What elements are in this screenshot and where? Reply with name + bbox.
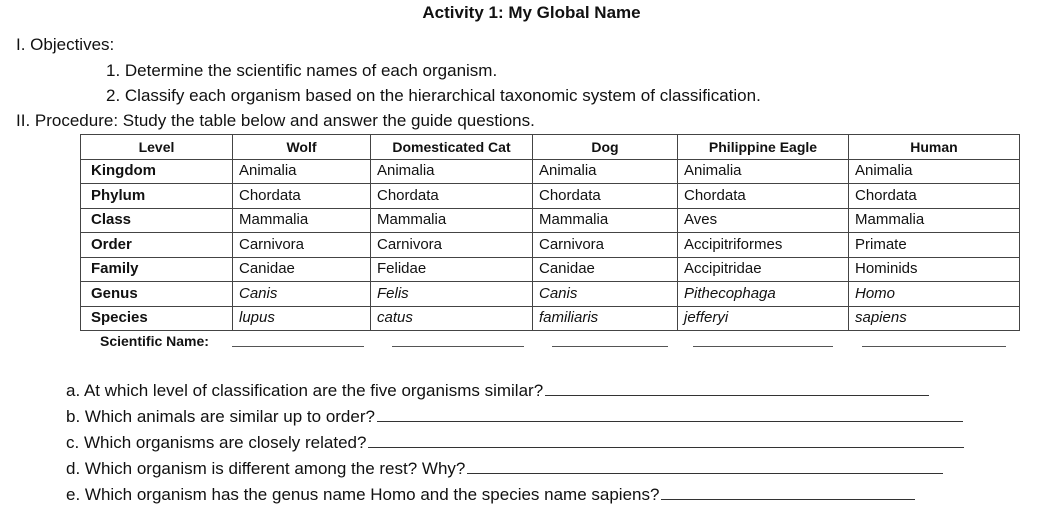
level-cell: Species [81, 306, 233, 331]
table-cell: Carnivora [533, 233, 678, 258]
question-c-text: c. Which organisms are closely related? [66, 433, 367, 452]
table-cell: Mammalia [849, 208, 1020, 233]
table-row [81, 257, 1020, 282]
objective-item-2: 2. Classify each organism based on the hierarchical taxonomic system of classification. [106, 86, 761, 105]
table-cell: Hominids [849, 257, 1020, 282]
table-row [81, 159, 1020, 184]
table-cell: Animalia [533, 159, 678, 184]
table-cell: Mammalia [233, 208, 371, 233]
taxonomy-table [80, 134, 1020, 331]
table-row [81, 184, 1020, 209]
question-d-text: d. Which organism is different among the rest? Why? [66, 459, 466, 478]
table-row [81, 233, 1020, 258]
header-philippine-eagle: Philippine Eagle [678, 135, 849, 160]
table-cell: Homo [849, 282, 1020, 307]
table-cell: Mammalia [371, 208, 533, 233]
answer-blank-c[interactable] [368, 433, 964, 448]
level-cell: Class [81, 208, 233, 233]
question-c [66, 433, 964, 453]
table-cell: lupus [233, 306, 371, 331]
table-cell: Carnivora [233, 233, 371, 258]
table-row [81, 208, 1020, 233]
table-cell: catus [371, 306, 533, 331]
table-cell: Chordata [849, 184, 1020, 209]
procedure-text: II. Procedure: Study the table below and answer the guide questions. [16, 111, 535, 130]
table-cell: Canidae [233, 257, 371, 282]
table-cell: Animalia [678, 159, 849, 184]
table-cell: Felis [371, 282, 533, 307]
scientific-name-blank-wolf[interactable] [232, 346, 364, 347]
question-b [66, 407, 963, 427]
table-cell: sapiens [849, 306, 1020, 331]
question-a-text: a. At which level of classification are the five organisms similar? [66, 381, 544, 400]
header-human: Human [849, 135, 1020, 160]
table-cell: Canis [533, 282, 678, 307]
header-wolf: Wolf [233, 135, 371, 160]
table-cell: Animalia [233, 159, 371, 184]
scientific-name-label: Scientific Name: [100, 333, 209, 349]
level-cell: Family [81, 257, 233, 282]
table-cell: Primate [849, 233, 1020, 258]
table-cell: Carnivora [371, 233, 533, 258]
table-cell: Chordata [678, 184, 849, 209]
answer-blank-e[interactable] [661, 485, 915, 500]
activity-title: Activity 1: My Global Name [422, 3, 641, 22]
table-cell: Canis [233, 282, 371, 307]
question-a [66, 381, 929, 401]
table-row [81, 306, 1020, 331]
table-cell: Chordata [233, 184, 371, 209]
scientific-name-blank-dog[interactable] [552, 346, 668, 347]
table-cell: Chordata [533, 184, 678, 209]
table-cell: Mammalia [533, 208, 678, 233]
question-b-text: b. Which animals are similar up to order? [66, 407, 375, 426]
table-cell: Chordata [371, 184, 533, 209]
table-cell: Felidae [371, 257, 533, 282]
scientific-name-blank-cat[interactable] [392, 346, 524, 347]
objectives-heading: I. Objectives: [16, 35, 115, 54]
header-dog: Dog [533, 135, 678, 160]
table-cell: Animalia [371, 159, 533, 184]
scientific-name-blank-human[interactable] [862, 346, 1006, 347]
level-cell: Phylum [81, 184, 233, 209]
question-d [66, 459, 943, 479]
table-cell: Animalia [849, 159, 1020, 184]
header-level: Level [81, 135, 233, 160]
table-cell: familiaris [533, 306, 678, 331]
answer-blank-a[interactable] [545, 381, 929, 396]
table-header-row [81, 135, 1020, 160]
objective-item-1: 1. Determine the scientific names of each organism. [106, 61, 498, 80]
question-e-text: e. Which organism has the genus name Homo and the species name sapiens? [66, 485, 660, 504]
table-cell: jefferyi [678, 306, 849, 331]
answer-blank-b[interactable] [377, 407, 963, 422]
question-e [66, 485, 915, 505]
table-row [81, 282, 1020, 307]
header-domesticated-cat: Domesticated Cat [371, 135, 533, 160]
table-cell: Aves [678, 208, 849, 233]
scientific-name-blank-eagle[interactable] [693, 346, 833, 347]
table-cell: Accipitridae [678, 257, 849, 282]
table-cell: Accipitriformes [678, 233, 849, 258]
level-cell: Genus [81, 282, 233, 307]
table-cell: Pithecophaga [678, 282, 849, 307]
level-cell: Order [81, 233, 233, 258]
answer-blank-d[interactable] [467, 459, 943, 474]
level-cell: Kingdom [81, 159, 233, 184]
table-cell: Canidae [533, 257, 678, 282]
